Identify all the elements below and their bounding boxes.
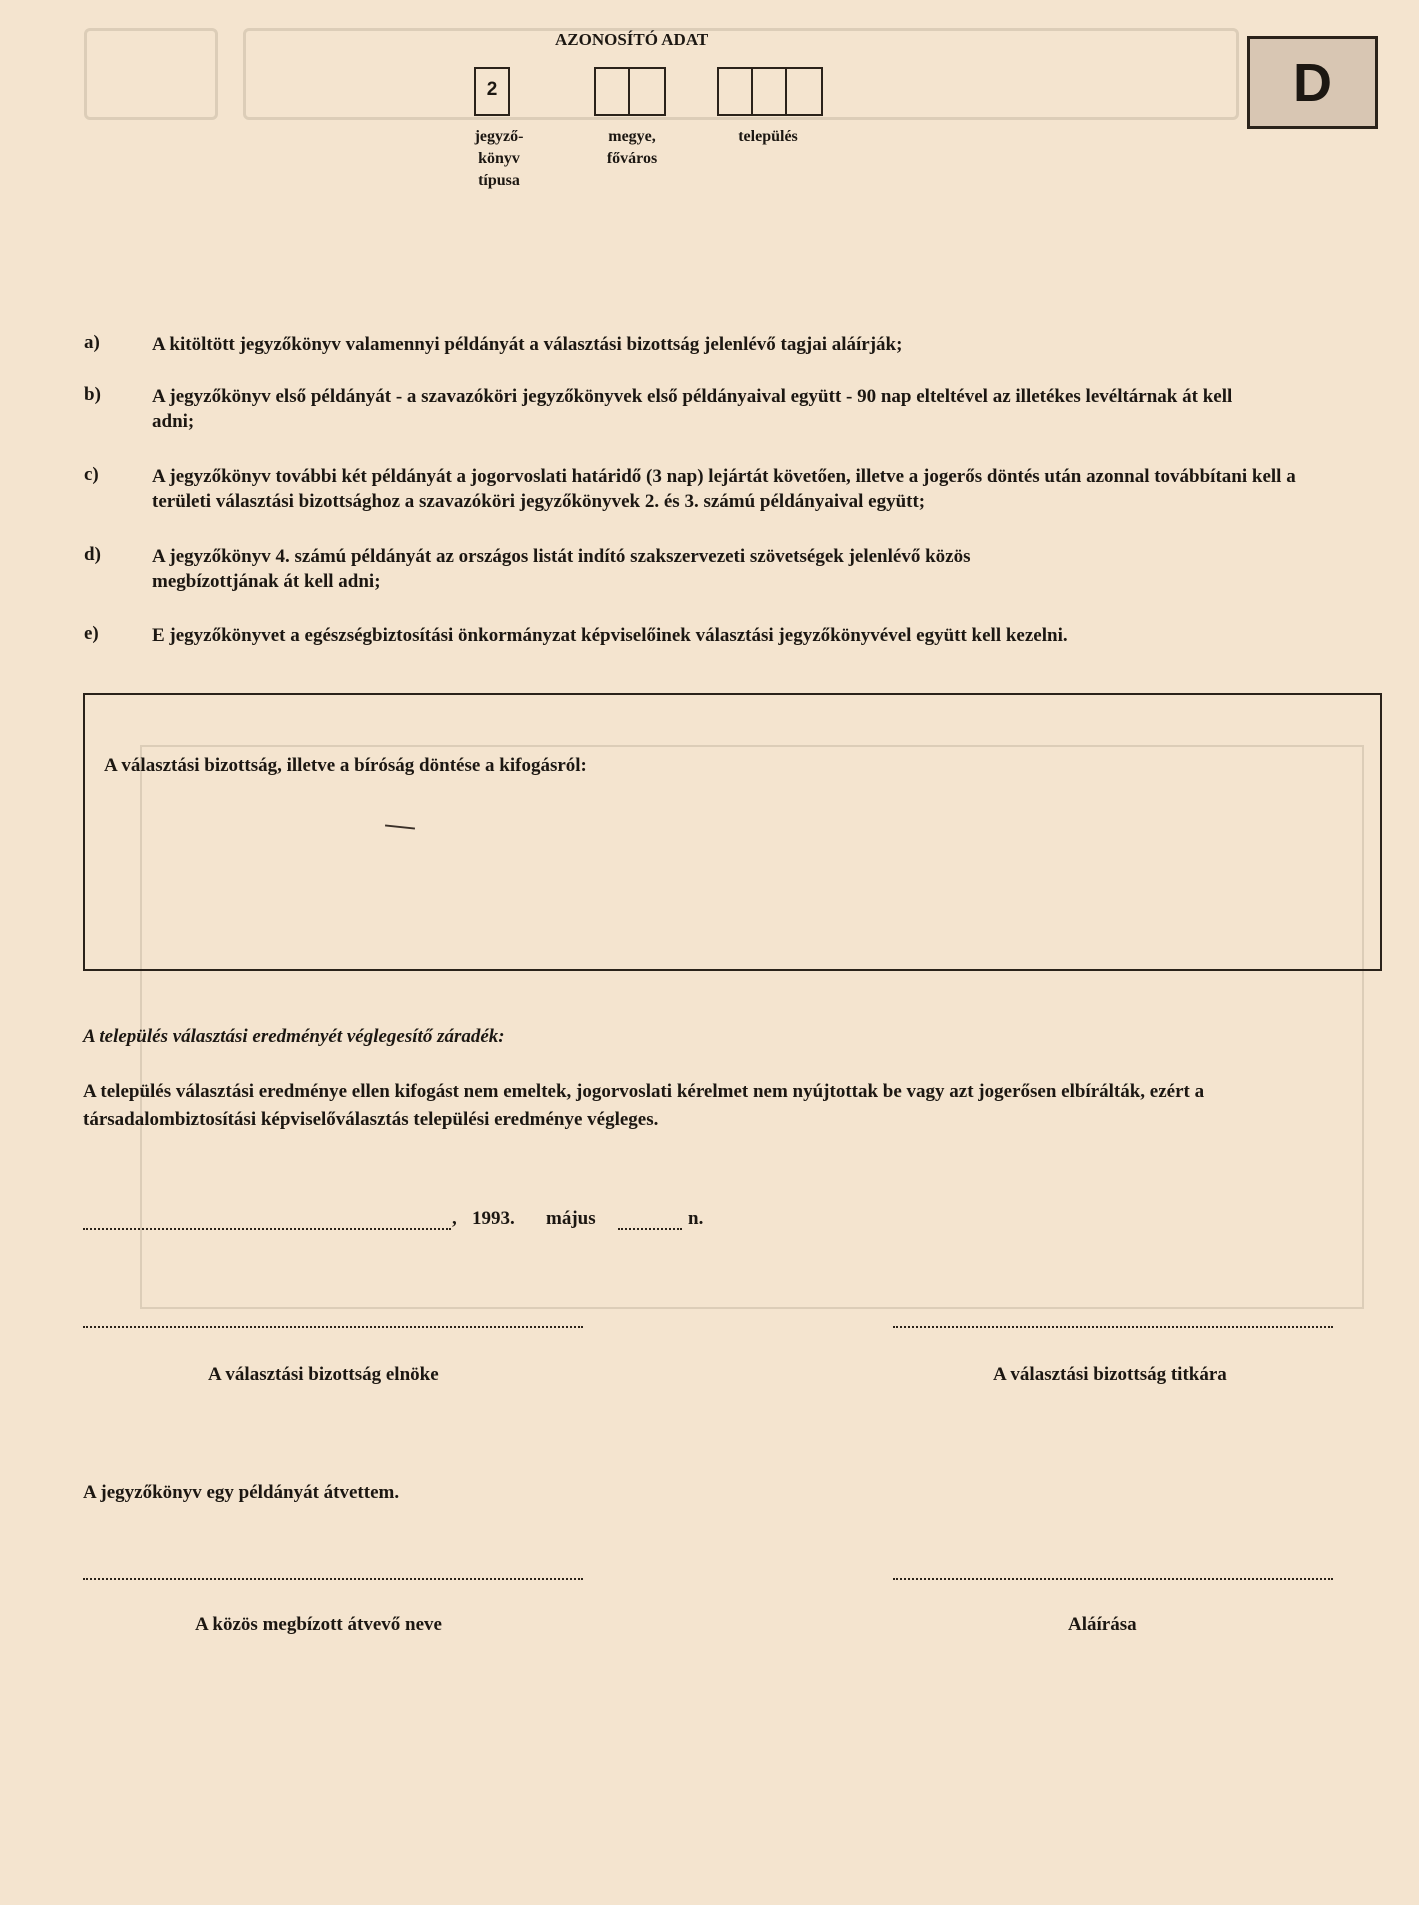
form-letter-badge: D xyxy=(1247,36,1378,129)
receipt-statement: A jegyzőkönyv egy példányát átvettem. xyxy=(83,1482,400,1503)
receiver-signature-line[interactable] xyxy=(893,1578,1333,1580)
type-value: 2 xyxy=(486,79,498,100)
receiver-name-label: A közös megbízott átvevő neve xyxy=(195,1614,442,1635)
day-field[interactable] xyxy=(618,1212,682,1230)
settlement-box-divider-1 xyxy=(751,69,753,114)
county-box[interactable] xyxy=(594,67,666,116)
settlement-box[interactable] xyxy=(717,67,823,116)
instruction-letter-c: c) xyxy=(84,464,99,485)
instruction-letter-a: a) xyxy=(84,332,100,353)
county-label-line-1: megye, xyxy=(608,128,656,145)
chair-signature-line[interactable] xyxy=(83,1326,583,1328)
type-label xyxy=(466,126,532,192)
type-box[interactable] xyxy=(474,67,510,116)
clause-title: A település választási eredményét véglegesítő záradék: xyxy=(83,1026,505,1047)
instruction-text-a: A kitöltött jegyzőkönyv valamennyi példányát a választási bizottság jelenlévő tagjai aláírják; xyxy=(152,334,903,355)
county-label xyxy=(592,126,672,170)
ghost-box-left xyxy=(84,28,218,120)
date-month: május xyxy=(546,1208,596,1229)
type-label-line-3: típusa xyxy=(478,172,520,189)
instruction-text-e: E jegyzőkönyvet a egészségbiztosítási önkormányzat képviselőinek választási jegyzőkönyvével együtt kell kezelni. xyxy=(152,625,1068,646)
instruction-letter-d: d) xyxy=(84,544,101,565)
date-day-suffix: n. xyxy=(688,1208,704,1229)
secretary-signature-line[interactable] xyxy=(893,1326,1333,1328)
instruction-text-c: A jegyzőkönyv további két példányát a jogorvoslati határidő (3 nap) lejártát követően, illetve a jogerős döntés után azonnal továbbítani kell a területi választási bizottsághoz a szavazóköri jegyzőkönyvek 2. és 3. számú példányaival együtt; xyxy=(152,466,1296,512)
county-label-line-2: főváros xyxy=(606,150,658,167)
county-box-divider xyxy=(628,69,630,114)
date-year: 1993. xyxy=(472,1208,515,1229)
settlement-label: település xyxy=(738,128,798,145)
receiver-signature-label: Aláírása xyxy=(1068,1614,1137,1635)
place-field[interactable] xyxy=(83,1210,451,1230)
type-label-line-1: jegyző- xyxy=(474,128,524,145)
decision-box[interactable] xyxy=(83,693,1382,971)
id-title: AZONOSÍTÓ ADAT xyxy=(555,30,709,49)
secretary-label: A választási bizottság titkára xyxy=(993,1364,1227,1385)
receiver-name-line[interactable] xyxy=(83,1578,583,1580)
instruction-text-d: A jegyzőkönyv 4. számú példányát az országos listát indító szakszervezeti szövetségek jelenlévő közös megbízottjának át kell adni; xyxy=(152,546,971,592)
instruction-letter-e: e) xyxy=(84,623,99,644)
clause-text: A település választási eredménye ellen kifogást nem emeltek, jogorvoslati kérelmet nem nyújtottak be vagy azt jogerősen elbírálták, ezért a társadalombiztosítási képviselőválasztás települési eredménye végleges. xyxy=(83,1081,1205,1130)
settlement-box-divider-2 xyxy=(785,69,787,114)
instruction-text-b: A jegyzőkönyv első példányát - a szavazóköri jegyzőkönyvek első példányaival együtt - 90 nap elteltével az illetékes levéltárnak át kell adni; xyxy=(152,386,1233,432)
date-comma: , xyxy=(452,1208,457,1229)
type-label-line-2: könyv xyxy=(478,150,520,167)
instruction-letter-b: b) xyxy=(84,384,101,405)
decision-label: A választási bizottság, illetve a bíróság döntése a kifogásról: xyxy=(104,755,587,776)
chair-label: A választási bizottság elnöke xyxy=(208,1364,439,1385)
